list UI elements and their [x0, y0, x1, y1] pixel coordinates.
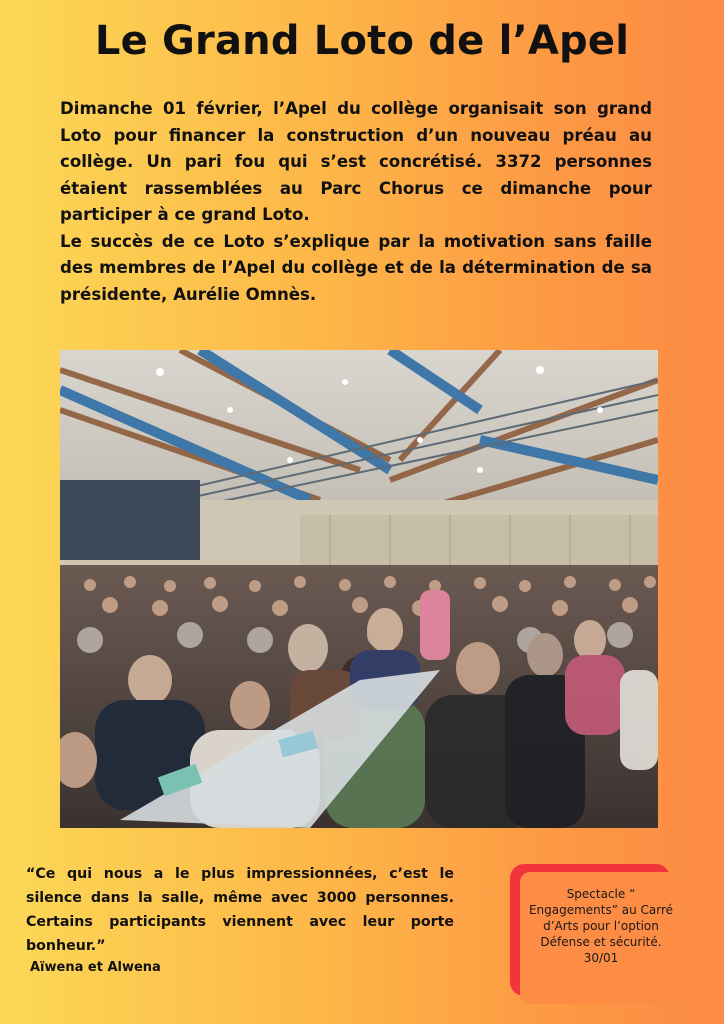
event-callout: [510, 864, 682, 1004]
page-title: Le Grand Loto de l’Apel: [94, 18, 630, 64]
intro-text: [60, 96, 652, 308]
quote-block: [26, 862, 454, 978]
intro-paragraph-2: Le succès de ce Loto s’explique par la motivation sans faille des membres de l’Apel du collège et de la détermination de sa présidente, Aurélie Omnès.: [60, 231, 652, 304]
callout-line: Engagements” au Carré: [528, 903, 674, 917]
callout-line: d’Arts pour l’option: [543, 919, 659, 933]
callout-card: [520, 872, 682, 1004]
intro-paragraph-1: Dimanche 01 février, l’Apel du collège organisait son grand Loto pour financer la construction d’un nouveau préau au collège. Un pari fou qui s’est concrétisé. 3372 personnes étaient rassemblées au Parc Chorus ce dimanche pour participer à ce grand Loto.: [60, 99, 652, 224]
quote-text: “Ce qui nous a le plus impressionnées, c’est le silence dans la salle, même avec 3000 personnes. Certains participants viennent avec leur porte bonheur.”: [26, 866, 454, 954]
callout-line: Spectacle “: [566, 887, 636, 901]
quote-author: Aïwena et Alwena: [30, 960, 161, 975]
callout-line: 30/01: [583, 951, 619, 965]
callout-line: Défense et sécurité.: [540, 935, 662, 949]
loto-hall-photo: [60, 350, 658, 828]
